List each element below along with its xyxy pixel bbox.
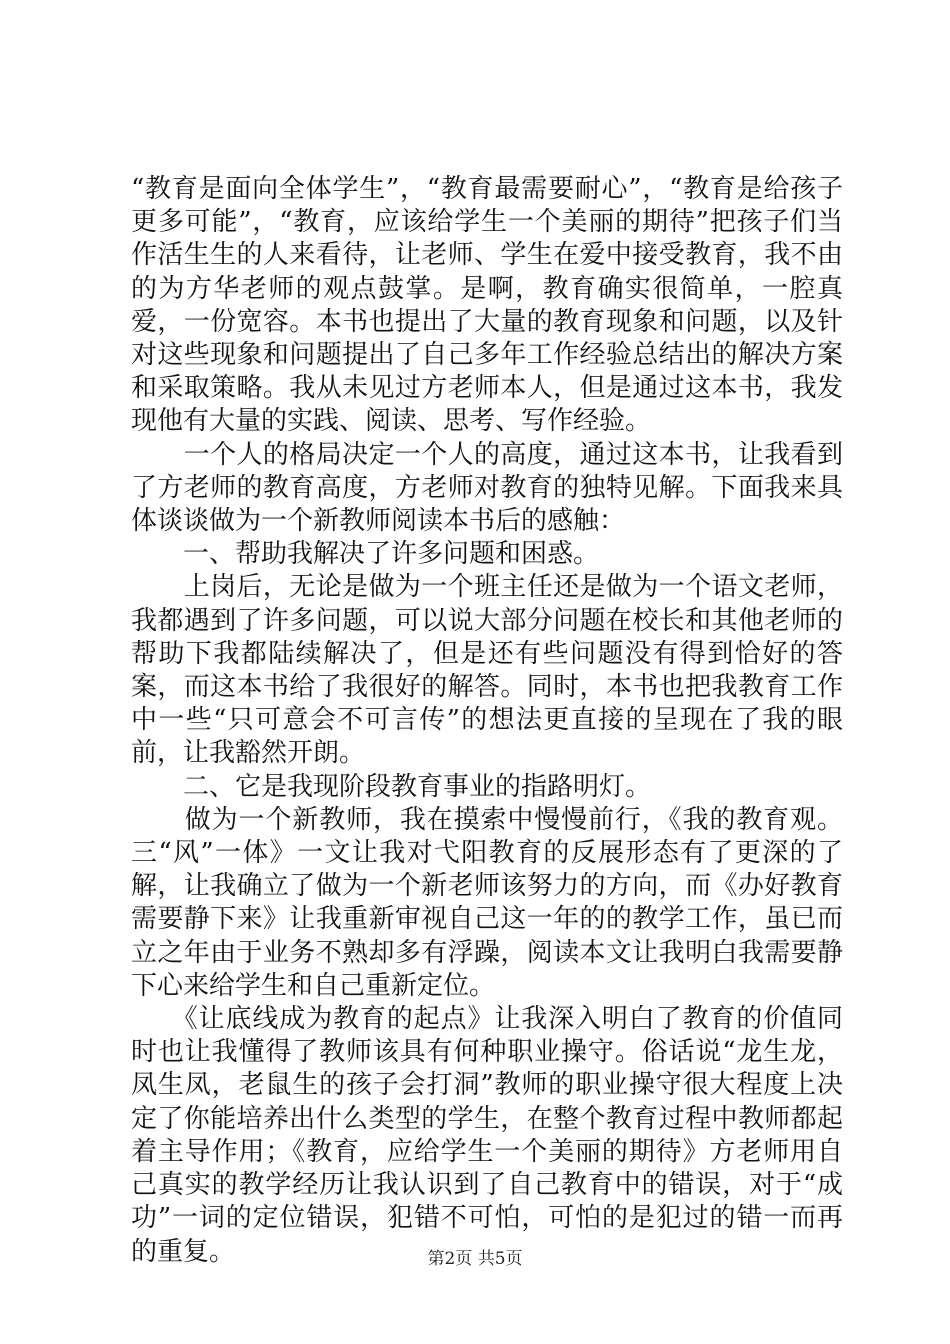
paragraph-7: 《让底线成为教育的起点》让我深入明白了教育的价值同时也让我懂得了教师该具有何种职业操守。俗话说“龙生龙，凤生凤，老鼠生的孩子会打洞”教师的职业操守很大程度上决定了你能培养出什么类型的学生，在整个教育过程中教师都起着主导作用；《教育，应给学生一个美丽的期待》方老师用自己真实的教学经历让我认识到了自己教育中的错误，对于“成功”一词的定位错误，犯错不可怕，可怕的是犯过的错一而再的重复。 — [131, 1004, 843, 1267]
page-footer: 第2页 共5页 — [427, 1249, 523, 1269]
paragraph-1: “教育是面向全体学生”，“教育最需要耐心”，“教育是给孩子更多可能”，“教育，应该给学生一个美丽的期待”把孩子们当作活生生的人来看待，让老师、学生在爱中接受教育，我不由的为方华老师的观点鼓掌。是啊，教育确实很简单，一腔真爱，一份宽容。本书也提出了大量的教育现象和问题，以及针对这些现象和问题提出了自己多年工作经验总结出的解决方案和采取策略。我从未见过方老师本人，但是通过这本书，我发现他有大量的实践、阅读、思考、写作经验。 — [131, 174, 843, 437]
paragraph-3: 一、帮助我解决了许多问题和困惑。 — [131, 539, 600, 570]
paragraph-4: 上岗后，无论是做为一个班主任还是做为一个语文老师，我都遇到了许多问题，可以说大部分问题在校长和其他老师的帮助下我都陆续解决了，但是还有些问题没有得到恰好的答案，而这本书给了我很好的解答。同时，本书也把我教育工作中一些“只可意会不可言传”的想法更直接的呈现在了我的眼前，让我豁然开朗。 — [131, 572, 843, 769]
paragraph-5: 二、它是我现阶段教育事业的指路明灯。 — [131, 771, 652, 802]
paragraph-2: 一个人的格局决定一个人的高度，通过这本书，让我看到了方老师的教育高度，方老师对教育的独特见解。下面我来具体谈谈做为一个新教师阅读本书后的感触： — [131, 439, 843, 537]
paragraph-6: 做为一个新教师，我在摸索中慢慢前行，《我的教育观。三“风”一体》一文让我对弋阳教育的反展形态有了更深的了解，让我确立了做为一个新老师该努力的方向，而《办好教育需要静下来》让我重新审视自己这一年的的教学工作，虽已而立之年由于业务不熟却多有浮躁，阅读本文让我明白我需要静下心来给学生和自己重新定位。 — [131, 804, 843, 1001]
document-body — [131, 173, 843, 1269]
